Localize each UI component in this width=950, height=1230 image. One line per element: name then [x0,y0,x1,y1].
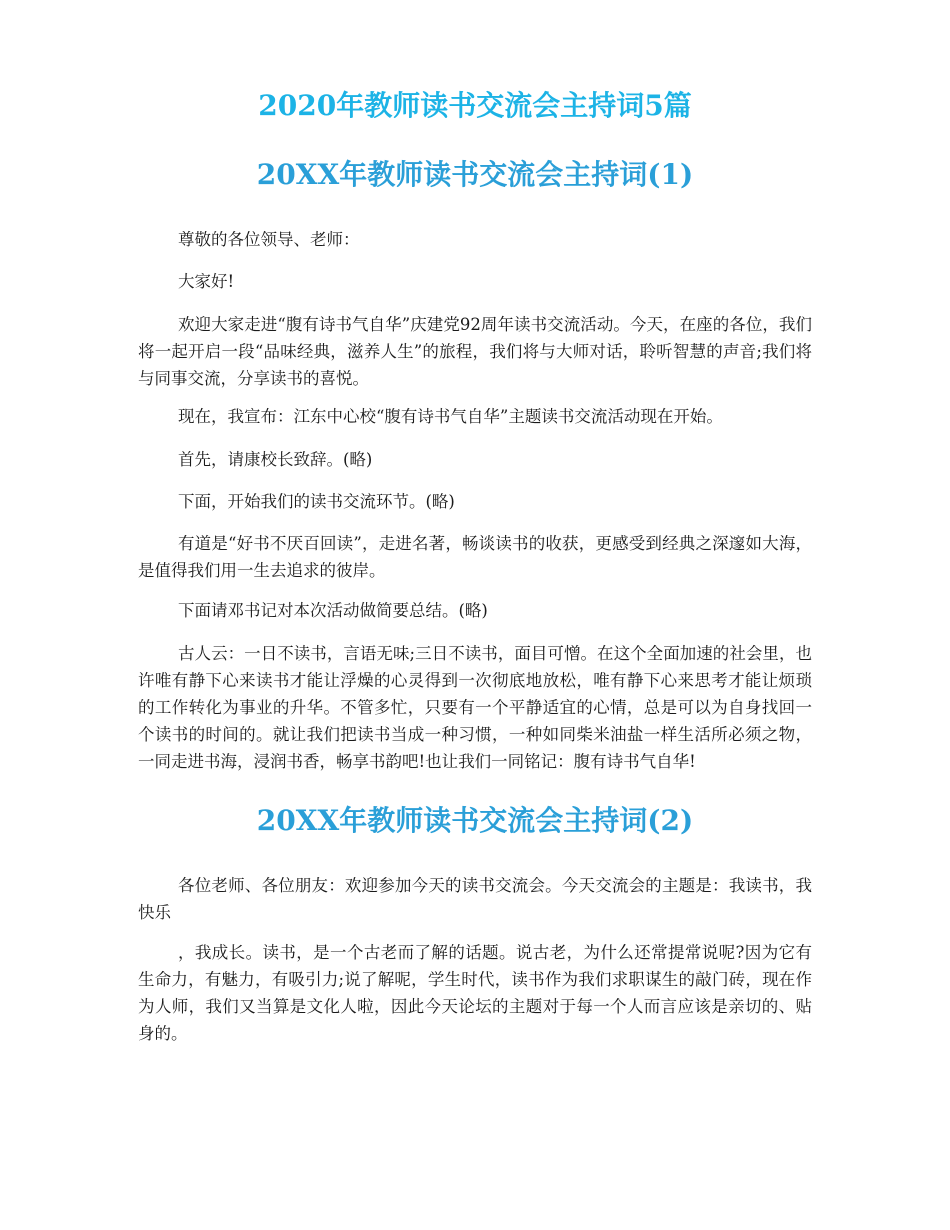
section-1-paragraph-9: 古人云：一日不读书，言语无味;三日不读书，面目可憎。在这个全面加速的社会里，也许唯有静下心来读书才能让浮燥的心灵得到一次彻底地放松，唯有静下心来思考才能让烦琐的工作转化为事业的升华。不管多忙，只要有一个平静适宜的心情，总是可以为自身找回一个读书的时间的。就让我们把读书当成一种习惯，一种如同柴米油盐一样生活所必须之物，一同走进书海，浸润书香，畅享书韵吧!也让我们一同铭记：腹有诗书气自华! [138,644,812,771]
section-1-paragraph-2: 大家好! [178,272,235,291]
section-1-paragraph-8: 下面请邓书记对本次活动做简要总结。(略) [178,601,488,620]
section-2-paragraph-2: ，我成长。读书，是一个古老而了解的话题。说古老，为什么还常提常说呢?因为它有生命力，有魅力，有吸引力;说了解呢，学生时代，读书作为我们求职谋生的敲门砖，现在作为人师，我们又当算是文化人啦，因此今天论坛的主题对于每一个人而言应该是亲切的、贴身的。 [138,943,812,1043]
section-1-paragraph-6: 下面，开始我们的读书交流环节。(略) [178,492,455,511]
section-2-heading: 20XX年教师读书交流会主持词(2) [256,804,694,837]
section-1-paragraph-4: 现在，我宣布：江东中心校“腹有诗书气自华”主题读书交流活动现在开始。 [178,407,723,426]
section-1-paragraph-1: 尊敬的各位领导、老师： [178,230,360,249]
section-2-paragraph-1: 各位老师、各位朋友：欢迎参加今天的读书交流会。今天交流会的主题是：我读书，我快乐 [138,876,812,922]
section-1-paragraph-7: 有道是“好书不厌百回读”，走进名著，畅谈读书的收获，更感受到经典之深邃如大海，是值得我们用一生去追求的彼岸。 [138,534,812,580]
section-1-paragraph-5: 首先，请康校长致辞。(略) [178,450,373,469]
section-1-heading: 20XX年教师读书交流会主持词(1) [256,158,694,191]
document-title: 2020年教师读书交流会主持词5篇 [258,89,692,122]
section-1-paragraph-3: 欢迎大家走进“腹有诗书气自华”庆建党92周年读书交流活动。今天，在座的各位，我们将一起开启一段“品味经典，滋养人生”的旅程，我们将与大师对话，聆听智慧的声音;我们将与同事交流，分享读书的喜悦。 [138,315,812,388]
